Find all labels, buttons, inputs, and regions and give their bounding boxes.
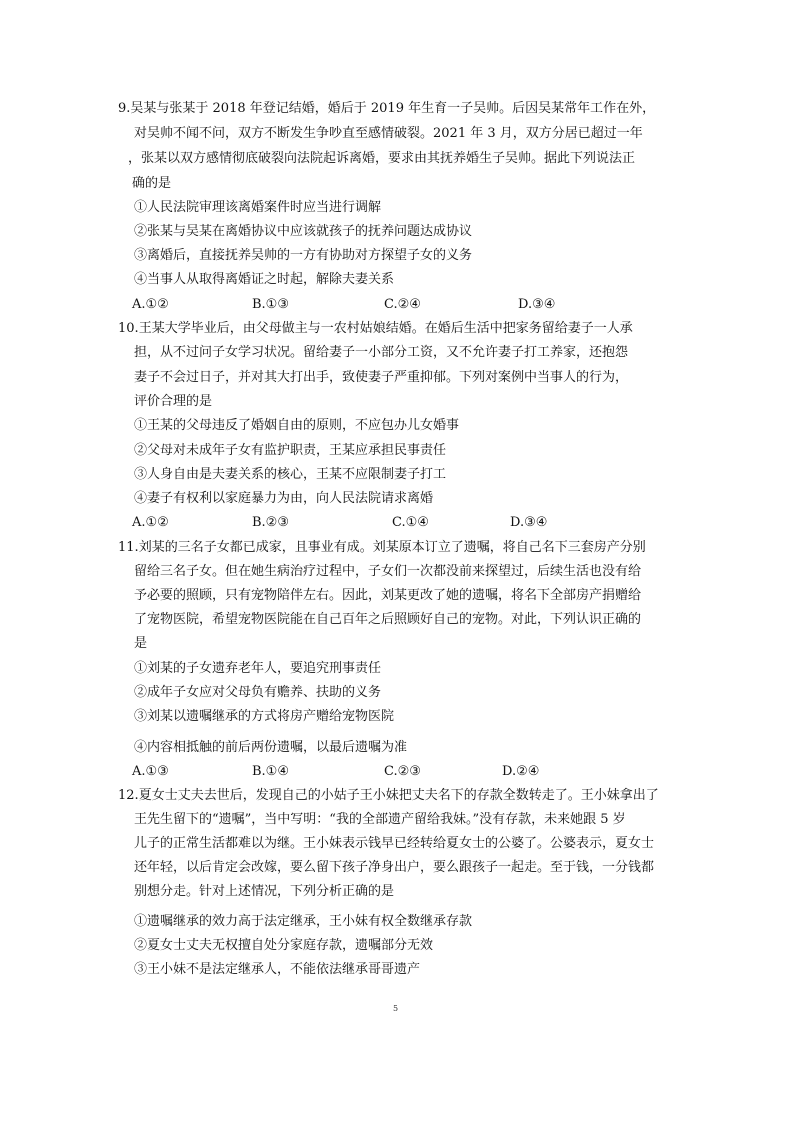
page-number: 5 xyxy=(393,1004,399,1013)
option-4: ④妻子有权利以家庭暴力为由，向人民法院请求离婚 xyxy=(134,491,434,506)
question-stem: 妻子不会过日子，并对其大打出手，致使妻子严重抑郁。下列对案例中当事人的行为， xyxy=(134,370,629,385)
choice-b: B.②③ xyxy=(252,515,289,530)
answer-choices xyxy=(132,515,592,531)
choice-d: D.②④ xyxy=(502,764,540,779)
choice-c: C.②③ xyxy=(384,764,421,779)
question-stem: 儿子的正常生活都难以为继。王小妹表示钱早已经转给夏女士的公婆了。公婆表示，夏女士 xyxy=(134,836,655,851)
option-3: ③人身自由是夫妻关系的核心，王某不应限制妻子打工 xyxy=(134,467,447,482)
question-10-line-1 xyxy=(118,321,633,337)
choice-a: A.①③ xyxy=(132,764,169,779)
question-stem: 是 xyxy=(134,636,148,651)
option-2: ②父母对未成年子女有监护职责，王某应承担民事责任 xyxy=(134,443,447,458)
question-stem: 确的是 xyxy=(132,176,172,191)
question-stem: 夏女士丈夫去世后，发现自己的小姑子王小妹把丈夫名下的存款全数转走了。王小妹拿出了 xyxy=(138,788,659,803)
question-stem: 对吴帅不闻不问，双方不断发生争吵直至感情破裂。2021 年 3 月，双方分居已超过一年 xyxy=(134,126,643,141)
option-1: ①遗嘱继承的效力高于法定继承，王小妹有权全数继承存款 xyxy=(134,914,473,929)
option-2: ②夏女士丈夫无权擅自处分家庭存款，遗嘱部分无效 xyxy=(134,938,434,953)
question-stem: 王先生留下的“遗嘱”，当中写明：“我的全部遗产留给我妹。”没有存款，未来她跟 5 岁 xyxy=(134,812,626,827)
question-stem: 刘某的三名子女都已成家，且事业有成。刘某原本订立了遗嘱，将自己名下三套房产分别 xyxy=(138,540,646,555)
question-11-line-1 xyxy=(118,540,646,556)
question-stem: 评价合理的是 xyxy=(134,394,213,409)
choice-a: A.①② xyxy=(132,297,169,312)
question-stem: 吴某与张某于 2018 年登记结婚，婚后于 2019 年生育一子吴帅。后因吴某常年工作在外， xyxy=(130,101,656,116)
answer-choices xyxy=(132,297,592,313)
choice-a: A.①② xyxy=(132,515,169,530)
option-3: ③离婚后，直接抚养吴帅的一方有协助对方探望子女的义务 xyxy=(134,248,473,263)
choice-d: D.③④ xyxy=(518,297,556,312)
option-1: ①刘某的子女遗弃老年人，要追究刑事责任 xyxy=(134,661,382,676)
question-stem: 予必要的照顾，只有宠物陪伴左右。因此，刘某更改了她的遗嘱，将名下全部房产捐赠给 xyxy=(134,588,642,603)
option-4: ④内容相抵触的前后两份遗嘱，以最后遗嘱为准 xyxy=(134,740,408,755)
question-number: 11. xyxy=(118,540,139,555)
question-9-line-1 xyxy=(118,101,655,117)
question-12-line-1 xyxy=(118,788,659,804)
option-3: ③王小妹不是法定继承人，不能依法继承哥哥遗产 xyxy=(134,962,421,977)
option-1: ①王某的父母违反了婚姻自由的原则，不应包办儿女婚事 xyxy=(134,418,460,433)
question-stem: 别想分走。针对上述情况，下列分析正确的是 xyxy=(134,884,395,899)
choice-b: B.①④ xyxy=(252,764,289,779)
option-3: ③刘某以遗嘱继承的方式将房产赠给宠物医院 xyxy=(134,709,395,724)
option-4: ④当事人从取得离婚证之时起，解除夫妻关系 xyxy=(134,272,395,287)
option-2: ②张某与吴某在离婚协议中应该就孩子的抚养问题达成协议 xyxy=(134,224,473,239)
question-stem: 留给三名子女。但在她生病治疗过程中，子女们一次都没前来探望过，后续生活也没有给 xyxy=(134,564,642,579)
question-stem: 担，从不过问子女学习状况。留给妻子一小部分工资，又不允许妻子打工养家，还抱怨 xyxy=(134,345,629,360)
question-stem: ，张某以双方感情彻底破裂向法院起诉离婚，要求由其抚养婚生子吴帅。据此下列说法正 xyxy=(128,151,636,166)
choice-c: C.②④ xyxy=(384,297,421,312)
question-stem: 还年轻，以后肯定会改嫁，要么留下孩子净身出户，要么跟孩子一起走。至于钱，一分钱都 xyxy=(134,860,655,875)
choice-c: C.①④ xyxy=(392,515,429,530)
choice-d: D.③④ xyxy=(510,515,548,530)
option-2: ②成年子女应对父母负有赡养、扶助的义务 xyxy=(134,685,382,700)
question-stem: 了宠物医院，希望宠物医院能在自己百年之后照顾好自己的宠物。对此，下列认识正确的 xyxy=(134,612,642,627)
answer-choices xyxy=(132,764,592,780)
question-number: 9. xyxy=(118,101,131,116)
question-number: 12. xyxy=(118,788,139,803)
question-stem: 王某大学毕业后，由父母做主与一农村姑娘结婚。在婚后生活中把家务留给妻子一人承 xyxy=(138,321,633,336)
choice-b: B.①③ xyxy=(252,297,289,312)
question-number: 10. xyxy=(118,321,139,336)
option-1: ①人民法院审理该离婚案件时应当进行调解 xyxy=(134,200,382,215)
